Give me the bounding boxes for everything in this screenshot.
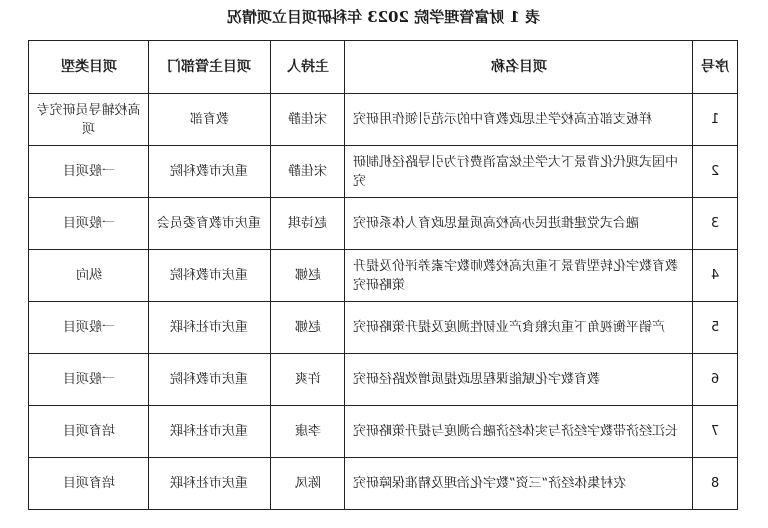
cell-dept-text: 重庆市教科院 bbox=[170, 164, 249, 179]
table-row bbox=[29, 458, 738, 510]
cell-name bbox=[345, 198, 692, 250]
header-type-label: 项目类型 bbox=[60, 58, 117, 75]
cell-type bbox=[29, 94, 149, 146]
cell-host bbox=[270, 302, 345, 354]
header-host-label: 主持人 bbox=[286, 58, 329, 75]
header-dept-label: 项目主管部门 bbox=[167, 58, 252, 75]
cell-dept bbox=[149, 406, 270, 458]
header-dept bbox=[149, 41, 270, 94]
cell-host bbox=[270, 406, 345, 458]
cell-type-text: 一般项目 bbox=[62, 372, 115, 387]
table-row bbox=[29, 146, 738, 198]
cell-no bbox=[692, 354, 737, 406]
cell-name bbox=[345, 354, 692, 406]
cell-dept bbox=[149, 250, 270, 302]
cell-name-text: 中国式现代化背景下大学生炫富消费行为引导路径机制研究 bbox=[353, 154, 679, 189]
cell-no-text: 3 bbox=[710, 216, 719, 231]
cell-type bbox=[29, 250, 149, 302]
cell-no bbox=[692, 94, 737, 146]
cell-name-text: 教育数字化赋能课程思政提质增效路径研究 bbox=[353, 372, 601, 387]
header-no-label: 序号 bbox=[700, 58, 729, 75]
cell-no bbox=[692, 458, 737, 510]
cell-no bbox=[692, 250, 737, 302]
table-row bbox=[29, 406, 738, 458]
cell-type bbox=[29, 146, 149, 198]
cell-dept-text: 重庆市社科联 bbox=[170, 320, 249, 335]
cell-host bbox=[270, 94, 345, 146]
cell-dept bbox=[149, 458, 270, 510]
cell-no-text: 6 bbox=[710, 372, 719, 387]
table-body bbox=[29, 94, 738, 510]
cell-host-text: 李康 bbox=[294, 424, 321, 439]
table-caption bbox=[0, 4, 768, 30]
cell-dept bbox=[149, 302, 270, 354]
cell-type-text: 一般项目 bbox=[62, 320, 115, 335]
cell-host bbox=[270, 354, 345, 406]
table-row bbox=[29, 250, 738, 302]
cell-host-text: 宋佳静 bbox=[288, 164, 328, 179]
cell-host bbox=[270, 250, 345, 302]
cell-name-text: 教育数字化转型背景下重庆高校教师数字素养评价及提升策略研究 bbox=[353, 258, 679, 293]
header-host bbox=[270, 41, 345, 94]
cell-dept-text: 重庆市教育委员会 bbox=[157, 216, 262, 231]
cell-no-text: 5 bbox=[710, 320, 719, 335]
cell-dept-text: 重庆市教科院 bbox=[170, 268, 249, 283]
cell-host-text: 赵诗琪 bbox=[288, 216, 328, 231]
cell-name-text: 样板支部在高校学生思政教育中的示范引领作用研究 bbox=[353, 112, 653, 127]
cell-host-text: 陈凤 bbox=[294, 476, 321, 491]
cell-host bbox=[270, 198, 345, 250]
cell-name bbox=[345, 146, 692, 198]
table-caption-text: 表 1 财富管理学院 2023 年科研项目立项情况 bbox=[227, 8, 541, 26]
cell-host-text: 许爽 bbox=[294, 372, 321, 387]
cell-dept bbox=[149, 198, 270, 250]
cell-no-text: 2 bbox=[710, 164, 719, 179]
cell-type-text: 一般项目 bbox=[62, 216, 115, 231]
header-name-label: 项目名称 bbox=[490, 58, 547, 75]
cell-name-text: 产销平衡视角下重庆粮食产业韧性测度及提升策略研究 bbox=[353, 320, 666, 335]
cell-dept bbox=[149, 354, 270, 406]
cell-dept-text: 重庆市社科联 bbox=[170, 476, 249, 491]
header-type bbox=[29, 41, 149, 94]
cell-name-text: 长江经济带数字经济与实体经济融合测度与提升策略研究 bbox=[353, 424, 679, 439]
cell-dept bbox=[149, 94, 270, 146]
cell-host bbox=[270, 146, 345, 198]
cell-type-text: 纵向 bbox=[75, 268, 102, 283]
cell-no bbox=[692, 146, 737, 198]
cell-no-text: 7 bbox=[710, 424, 719, 439]
cell-host-text: 宋佳静 bbox=[288, 112, 328, 127]
cell-type bbox=[29, 458, 149, 510]
project-table bbox=[28, 40, 738, 510]
table-row bbox=[29, 94, 738, 146]
cell-host bbox=[270, 458, 345, 510]
header-name bbox=[345, 41, 692, 94]
table-row bbox=[29, 354, 738, 406]
cell-name bbox=[345, 458, 692, 510]
cell-host-text: 赵娜 bbox=[294, 268, 321, 283]
cell-type-text: 培育项目 bbox=[62, 424, 115, 439]
cell-name-text: 农村集体经济“三资”数字化治理及精准保障研究 bbox=[353, 476, 627, 491]
cell-type-text: 培育项目 bbox=[62, 476, 115, 491]
cell-no bbox=[692, 198, 737, 250]
cell-no bbox=[692, 302, 737, 354]
cell-no-text: 1 bbox=[710, 112, 719, 127]
cell-no bbox=[692, 406, 737, 458]
cell-dept-text: 重庆市教科院 bbox=[170, 372, 249, 387]
cell-type-text: 高校辅导员研究专项 bbox=[36, 102, 141, 137]
cell-type bbox=[29, 406, 149, 458]
table-row bbox=[29, 198, 738, 250]
cell-type bbox=[29, 302, 149, 354]
cell-name-text: 融合式党建推进民办高校高质量思政育人体系研究 bbox=[353, 216, 640, 231]
cell-dept-text: 重庆市社科联 bbox=[170, 424, 249, 439]
header-row bbox=[29, 41, 738, 94]
cell-type-text: 一般项目 bbox=[62, 164, 115, 179]
cell-dept bbox=[149, 146, 270, 198]
cell-name bbox=[345, 94, 692, 146]
cell-name bbox=[345, 250, 692, 302]
cell-no-text: 4 bbox=[710, 268, 719, 283]
table-row bbox=[29, 302, 738, 354]
header-no bbox=[692, 41, 737, 94]
cell-name bbox=[345, 302, 692, 354]
cell-type bbox=[29, 198, 149, 250]
cell-dept-text: 教育部 bbox=[189, 112, 229, 127]
cell-host-text: 赵娜 bbox=[294, 320, 321, 335]
cell-no-text: 8 bbox=[710, 476, 719, 491]
cell-name bbox=[345, 406, 692, 458]
cell-type bbox=[29, 354, 149, 406]
